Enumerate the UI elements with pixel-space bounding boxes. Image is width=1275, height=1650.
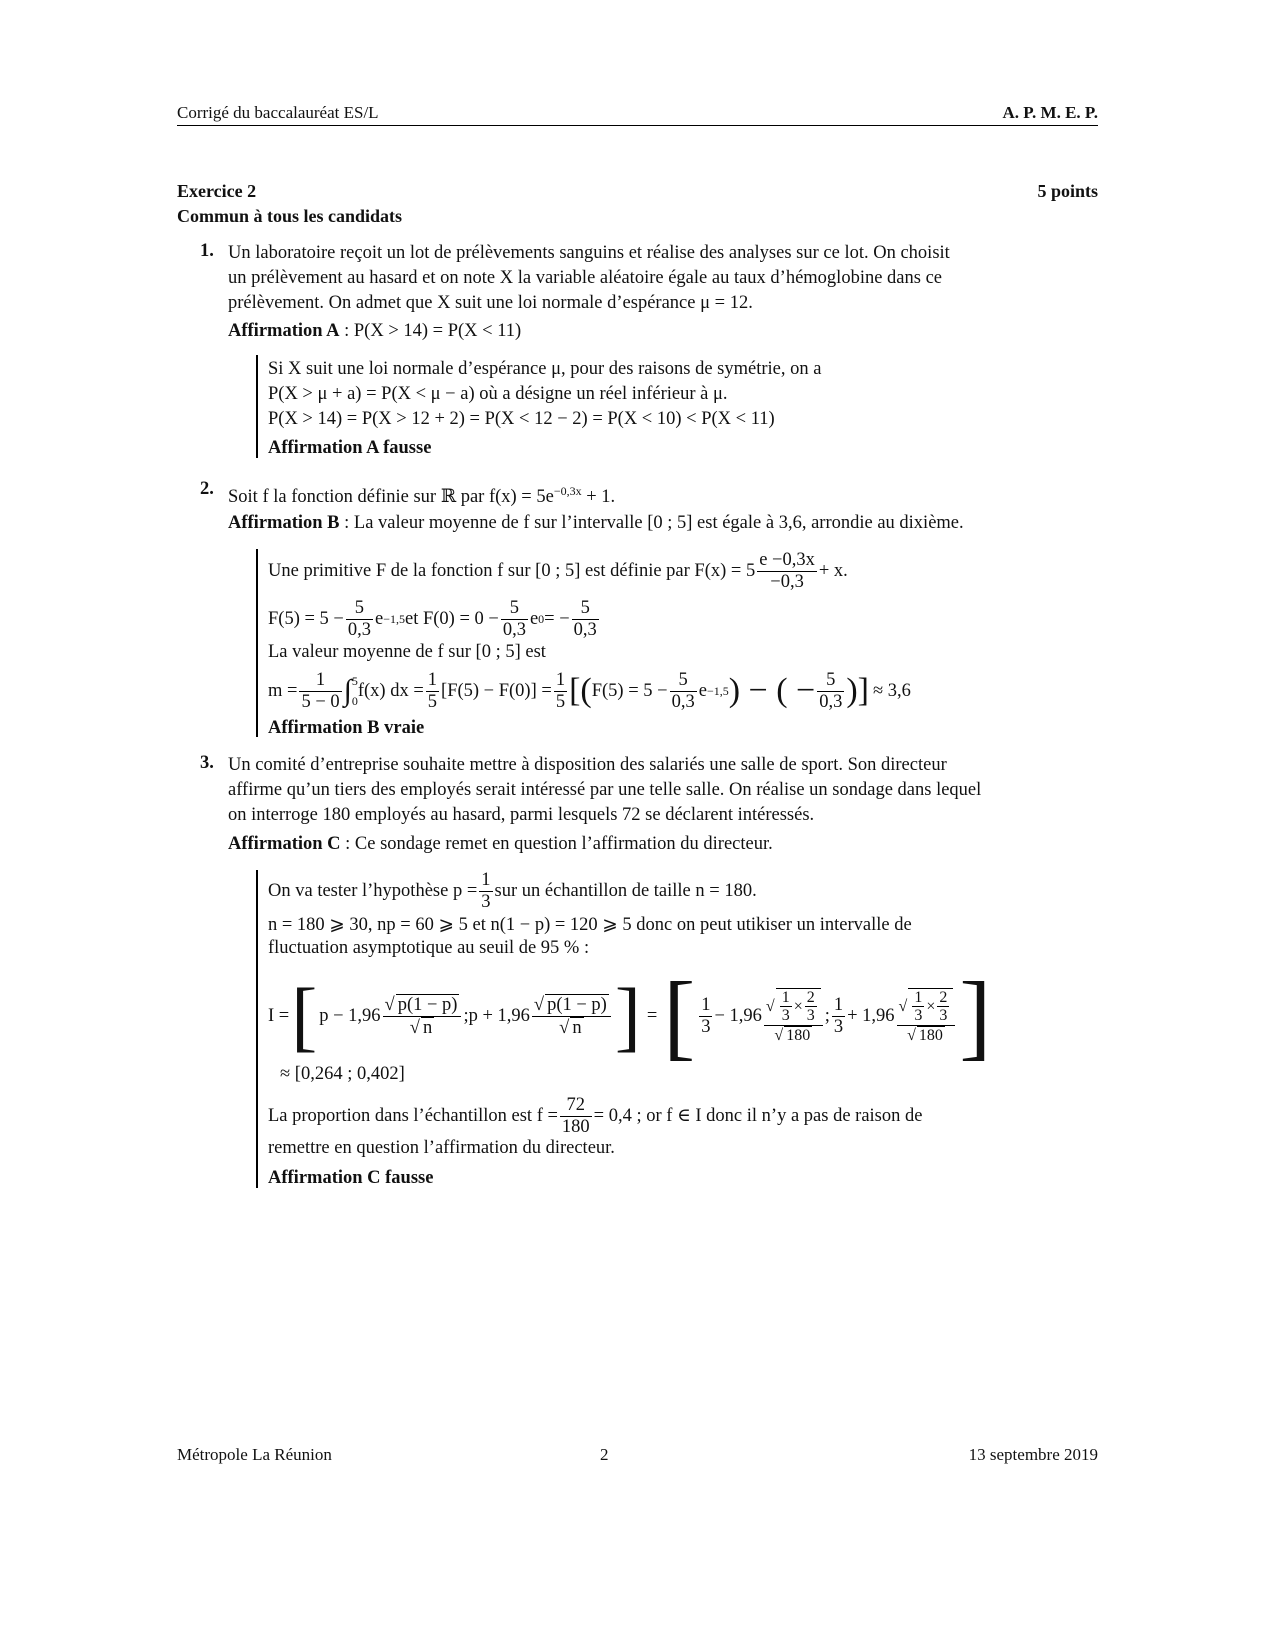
frac-den: 5 − 0	[301, 691, 340, 712]
bracket-1-open: [	[291, 972, 318, 1059]
q3-sqrt-frac-1	[383, 994, 462, 1038]
frac-num: 72	[566, 1095, 586, 1116]
frac-den: 180	[561, 1116, 590, 1137]
q1-line-2: un prélèvement au hasard et on note X la variable aléatoire égale au taux d’hémoglobine dans ce	[228, 268, 943, 288]
frac-den: 3	[833, 1016, 844, 1037]
q2-inner-exp: −1,5	[706, 683, 729, 698]
q2-primitive-text: Une primitive F de la fonction f sur [0 ; 5] est définie par F(x) = 5	[268, 560, 756, 581]
q3-c196m: − 1,96	[714, 1005, 762, 1026]
frac-den: −0,3	[757, 571, 817, 592]
sqrt-content	[908, 988, 953, 1025]
q3-answer-line-5	[268, 1094, 1048, 1138]
q2-e: e	[374, 608, 384, 629]
frac-den: 0,3	[819, 691, 843, 712]
q3-hyp-end: sur un échantillon de taille n = 180.	[494, 880, 757, 901]
q1-affirmation-text: : P(X > 14) = P(X < 11)	[339, 321, 522, 341]
frac-num: 1	[315, 670, 326, 691]
exercise-points: 5 points	[1037, 181, 1098, 201]
q3-conclusion: Affirmation C fausse	[268, 1168, 434, 1188]
sqrt-content: p(1 − p)	[397, 995, 458, 1016]
frac-den: 0,3	[347, 619, 371, 640]
frac-den: 0,3	[502, 619, 526, 640]
q3-hyp-text: On va tester l’hypothèse p =	[268, 880, 478, 901]
exercise-title: Exercice 2	[177, 181, 257, 201]
frac-den: 0,3	[671, 691, 695, 712]
q3-answer-line-6: remettre en question l’affirmation du directeur.	[268, 1138, 615, 1158]
footer-right: 13 septembre 2019	[968, 1445, 1098, 1464]
q3-proportion-frac	[560, 1095, 592, 1137]
sqrt-n: n	[422, 1017, 433, 1038]
q2-answer-line-2	[268, 596, 911, 642]
header-right: A. P. M. E. P.	[1002, 103, 1098, 122]
q3-answer	[268, 868, 1048, 1189]
q1-answer-line-3: P(X > 14) = P(X > 12 + 2) = P(X < 12 − 2) = P(X < 10) < P(X < 11)	[268, 409, 775, 429]
frac-num: 1	[833, 995, 844, 1016]
q2-fx: f(x) dx =	[357, 680, 424, 701]
q3-c-third-2	[832, 995, 845, 1037]
q2-text	[228, 479, 615, 510]
frac-den: 3	[914, 1007, 923, 1025]
q2-f0-text: et F(0) = 0 −	[404, 608, 499, 629]
q3-pminus: p − 1,96	[319, 1005, 381, 1026]
exercise-subtitle: Commun à tous les candidats	[177, 206, 403, 226]
f23	[805, 989, 817, 1025]
q1-line-3: prélèvement. On admet que X suit une loi normale d’espérance μ = 12.	[228, 293, 753, 313]
frac-num: 1	[481, 870, 491, 891]
q2-text-exp: −0,3x	[553, 484, 582, 498]
q3-c-sqrt-frac-1	[764, 988, 823, 1045]
q1-line-1: Un laboratoire reçoit un lot de prélèvements sanguins et réalise des analyses sur ce lot. On choisit	[228, 243, 950, 263]
q2-f0-result	[572, 598, 599, 640]
frac-num: √ p(1 − p)	[384, 995, 458, 1016]
q2-approx: ≈ 3,6	[873, 680, 911, 701]
footer-left: Métropole La Réunion	[177, 1445, 332, 1464]
bracket-2-close: ]	[959, 962, 992, 1069]
q2-primitive-fraction	[757, 550, 817, 592]
frac-den: √ 180	[764, 1025, 823, 1045]
frac-num: 5	[509, 598, 519, 619]
times: ×	[926, 997, 936, 1015]
frac-num: 5	[354, 598, 365, 619]
frac-num: 1	[701, 995, 711, 1016]
q2-primitive-end: + x.	[818, 560, 848, 581]
frac-den: √ n	[532, 1016, 611, 1038]
big-bracket-open: [(	[569, 672, 592, 709]
q1-number: 1.	[200, 241, 214, 261]
footer-page-number: 2	[600, 1445, 609, 1464]
q2-conclusion: Affirmation B vraie	[268, 718, 425, 738]
frac-num: 1	[914, 988, 923, 1006]
q2-mean-fraction	[299, 670, 341, 712]
frac-num: √ $\frac{1}{3}$ × $\frac{2}{3}$	[897, 988, 956, 1025]
frac-den: 3	[701, 1016, 711, 1037]
q3-line-2: affirme qu’un tiers des employés serait intéressé par une telle salle. On réalise un sondage dans lequel	[228, 780, 982, 800]
sqrt-180: 180	[786, 1026, 811, 1044]
q3-c196p: + 1,96	[847, 1005, 895, 1026]
q2-text-main: Soit f la fonction définie sur ℝ par f(x) = 5e	[228, 487, 554, 508]
q3-approx: ≈ [0,264 ; 0,402]	[280, 1064, 405, 1084]
q2-inner-e: e	[698, 680, 707, 701]
page-header	[177, 103, 1098, 123]
q1-answer	[268, 357, 821, 461]
q3-answer-bar	[256, 870, 258, 1188]
q3-I: I =	[268, 1005, 290, 1026]
q3-third	[479, 870, 492, 912]
q2-eq-minus: = −	[544, 608, 570, 629]
q2-exp0: 0	[538, 611, 545, 626]
q2-exp: −1,5	[383, 611, 405, 626]
q3-proportion-text: La proportion dans l’échantillon est f =	[268, 1105, 558, 1126]
q2-inner-frac	[670, 670, 697, 712]
q2-m: m =	[268, 680, 298, 701]
f23	[937, 989, 949, 1025]
bracket-2-open: [	[663, 962, 696, 1069]
frac-num: 2	[806, 988, 815, 1006]
frac-num: 1	[781, 988, 790, 1006]
frac-den: 0,3	[573, 619, 597, 640]
q2-affirmation-text: : La valeur moyenne de f sur l’intervalle [0 ; 5] est égale à 3,6, arrondie au dixième.	[339, 513, 964, 533]
q2-answer-bar	[256, 549, 258, 737]
q2-text-end: + 1.	[581, 487, 616, 508]
q2-answer-line-4	[268, 666, 911, 716]
bracket-1-close: ]	[614, 972, 641, 1059]
q1-answer-line-2: P(X > μ + a) = P(X < μ − a) où a désigne un réel inférieur à μ.	[268, 384, 728, 404]
q3-interval-formula	[268, 962, 1048, 1069]
frac-den: 3	[781, 1007, 790, 1025]
q1-conclusion: Affirmation A fausse	[268, 438, 432, 458]
q1-text	[228, 241, 1098, 316]
frac-num: √ p(1 − p)	[533, 995, 607, 1016]
q2-fifth-2	[554, 670, 567, 712]
q3-semi-2: ;	[824, 1005, 830, 1026]
q2-affirmation	[228, 513, 964, 534]
frac-num: e −0,3x	[759, 550, 815, 571]
q3-semi-1: ;	[463, 1005, 469, 1026]
q2-e0: e	[529, 608, 539, 629]
q1-affirmation	[228, 321, 521, 342]
q3-affirmation-text: : Ce sondage remet en question l’affirmation du directeur.	[340, 834, 773, 854]
q2-fifth	[426, 670, 439, 712]
q2-answer-line-3: La valeur moyenne de f sur [0 ; 5] est	[268, 642, 546, 662]
q1-answer-bar	[256, 355, 258, 458]
q2-f5-text: F(5) = 5 −	[268, 608, 344, 629]
header-rule	[177, 125, 1098, 126]
integral-sign: ∫	[343, 674, 352, 707]
sqrt-n: n	[572, 1017, 582, 1038]
q2-affirmation-label: Affirmation B	[228, 513, 340, 533]
int-upper: 5	[351, 674, 358, 688]
sqrt-content	[776, 988, 821, 1025]
q3-answer-line-3: fluctuation asymptotique au seuil de 95 % :	[268, 938, 590, 958]
q2-inner-frac-2	[817, 670, 844, 712]
q3-number: 3.	[200, 753, 214, 773]
big-bracket-close: )]	[846, 672, 869, 709]
q2-answer-line-1	[268, 546, 911, 596]
q3-sqrt-frac-2	[532, 994, 611, 1038]
frac-num: 2	[939, 988, 948, 1006]
frac-num: 1	[555, 670, 566, 691]
frac-num: 5	[580, 598, 590, 619]
q2-answer	[268, 546, 911, 739]
q2-number: 2.	[200, 479, 214, 499]
q1-answer-line-1: Si X suit une loi normale d’espérance μ, pour des raisons de symétrie, on a	[268, 359, 822, 379]
frac-den: 5	[427, 691, 438, 712]
q1-affirmation-label: Affirmation A	[228, 321, 340, 341]
q2-inner: F(5) = 5 −	[591, 680, 668, 701]
frac-num: 5	[826, 670, 836, 691]
q3-answer-line-1	[268, 868, 1048, 914]
frac-den: 3	[481, 891, 491, 912]
q3-proportion-end: = 0,4 ; or f ∈ I donc il n’y a pas de raison de	[593, 1106, 923, 1126]
frac-den: 3	[939, 1007, 948, 1025]
q3-eq: =	[646, 1005, 658, 1026]
q2-f0-fraction	[501, 598, 528, 640]
frac-num: √ $\frac{1}{3}$ × $\frac{2}{3}$	[764, 988, 823, 1025]
frac-num: 1	[427, 670, 438, 691]
q3-affirmation	[228, 834, 773, 855]
q3-line-1: Un comité d’entreprise souhaite mettre à disposition des salariés une salle de sport. Son directeur	[228, 755, 947, 775]
frac-den: √ n	[383, 1016, 462, 1038]
int-lower: 0	[351, 694, 358, 708]
q3-line-3: on interroge 180 employés au hasard, parmi lesquels 72 se déclarent intéressés.	[228, 805, 815, 825]
q3-text	[228, 753, 1045, 828]
q3-pplus: p + 1,96	[468, 1005, 530, 1026]
q2-bracket: [F(5) − F(0)] =	[441, 680, 552, 701]
frac-den: √ 180	[897, 1025, 956, 1045]
f13	[780, 989, 792, 1025]
sqrt-content: p(1 − p)	[547, 995, 607, 1016]
header-left: Corrigé du baccalauréat ES/L	[177, 103, 379, 122]
q3-c-sqrt-frac-2	[897, 988, 956, 1045]
frac-den: 5	[555, 691, 566, 712]
times: ×	[793, 997, 803, 1015]
f13	[912, 989, 924, 1025]
big-paren: ) − ( −	[728, 672, 816, 709]
frac-den: 3	[806, 1007, 815, 1025]
q2-f5-fraction	[346, 598, 373, 640]
q3-c-third-1	[699, 995, 712, 1037]
q3-answer-line-2: n = 180 ⩾ 30, np = 60 ⩾ 5 et n(1 − p) = 120 ⩾ 5 donc on peut utikiser un intervalle de	[268, 915, 912, 935]
q3-affirmation-label: Affirmation C	[228, 834, 341, 854]
frac-num: 5	[678, 670, 688, 691]
sqrt-180: 180	[918, 1026, 943, 1044]
